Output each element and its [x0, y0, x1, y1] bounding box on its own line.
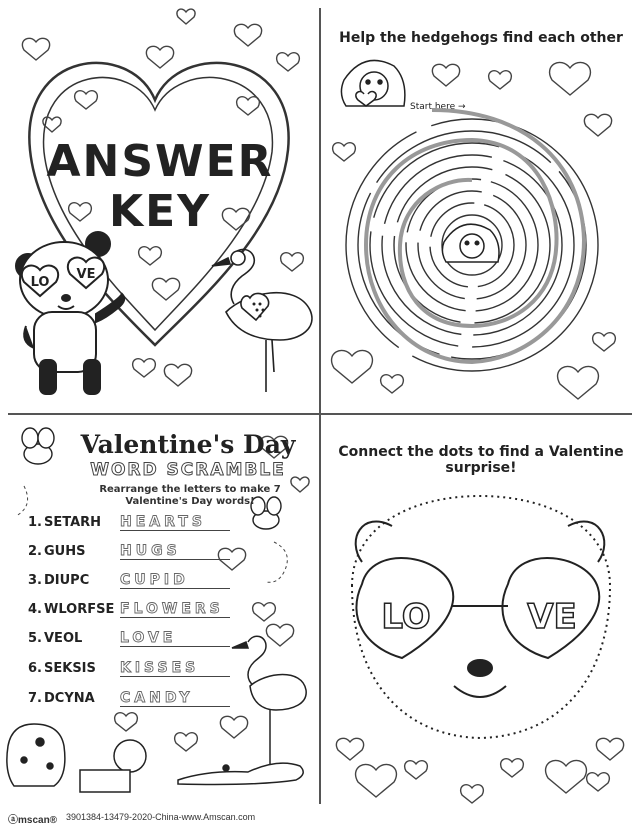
leopard-icon	[7, 724, 65, 786]
answer-word: KISSES	[120, 660, 230, 677]
maze-panel	[322, 0, 640, 412]
vertical-divider	[319, 8, 321, 804]
scrambled-word: WLORFSE	[44, 602, 115, 617]
answer-word: CANDY	[120, 690, 230, 707]
word-scramble-title: Valentine's Day	[80, 430, 296, 459]
word-scramble-panel	[0, 416, 318, 804]
scramble-row	[28, 690, 230, 714]
scramble-row	[28, 514, 230, 538]
answer-word: FLOWERS	[120, 601, 230, 618]
answer-word: HEARTS	[120, 514, 230, 531]
answer-key-panel	[0, 0, 318, 412]
svg-text:LO: LO	[30, 275, 50, 290]
crocodile-icon	[178, 763, 303, 784]
row-number: 4.	[28, 602, 42, 617]
answer-word: CUPID	[120, 572, 230, 589]
flamingo-small-icon	[232, 636, 306, 766]
connect-dots-panel	[322, 416, 640, 804]
scrambled-word: SETARH	[44, 515, 102, 530]
answer-word: LOVE	[120, 630, 230, 647]
hedgehog-icon	[341, 60, 404, 106]
row-number: 3.	[28, 573, 42, 588]
scramble-row	[28, 630, 230, 654]
bee-icon	[22, 428, 54, 464]
scrambled-word: SEKSIS	[44, 661, 96, 676]
scramble-row	[28, 601, 230, 625]
row-number: 7.	[28, 691, 42, 706]
scramble-row	[28, 660, 230, 684]
row-number: 2.	[28, 544, 42, 559]
word-scramble-instructions: Rearrange the letters to make 7 Valentine's Day words!	[99, 484, 281, 507]
maze-start-label: Start here →	[410, 102, 466, 112]
scrambled-word: GUHS	[44, 544, 86, 559]
svg-text:VE: VE	[76, 267, 96, 282]
tiger-icon	[80, 740, 146, 792]
connect-dots-art	[322, 416, 640, 804]
maze-art	[322, 0, 640, 412]
answer-title-line1: ANSWER	[46, 136, 274, 187]
connect-dots-title: Connect the dots to find a Valentine surprise!	[338, 444, 624, 476]
answer-key-art	[0, 0, 318, 412]
row-number: 5.	[28, 631, 42, 646]
scrambled-word: VEOL	[44, 631, 83, 646]
brand-logo: ⓐmscan®	[8, 815, 58, 826]
product-code: 3901384-13479-2020-China-www.Amscan.com	[66, 812, 256, 822]
panda-icon	[16, 232, 124, 394]
maze-title: Help the hedgehogs find each other	[339, 30, 623, 46]
scramble-row	[28, 572, 230, 596]
horizontal-divider	[8, 413, 632, 415]
scramble-row	[28, 543, 230, 567]
scrambled-word: DIUPC	[44, 573, 90, 588]
hedgehog-center-icon	[442, 224, 499, 262]
scrambled-word: DCYNA	[44, 691, 95, 706]
answer-title-line2: KEY	[108, 186, 212, 237]
answer-word: HUGS	[120, 543, 230, 560]
footer	[0, 806, 640, 828]
row-number: 1.	[28, 515, 42, 530]
glasses-left-text: LO	[381, 597, 431, 637]
glasses-right-text: VE	[527, 597, 577, 637]
row-number: 6.	[28, 661, 42, 676]
dots-hearts-icon	[336, 738, 623, 803]
word-scramble-subtitle: WORD SCRAMBLE	[90, 460, 286, 480]
